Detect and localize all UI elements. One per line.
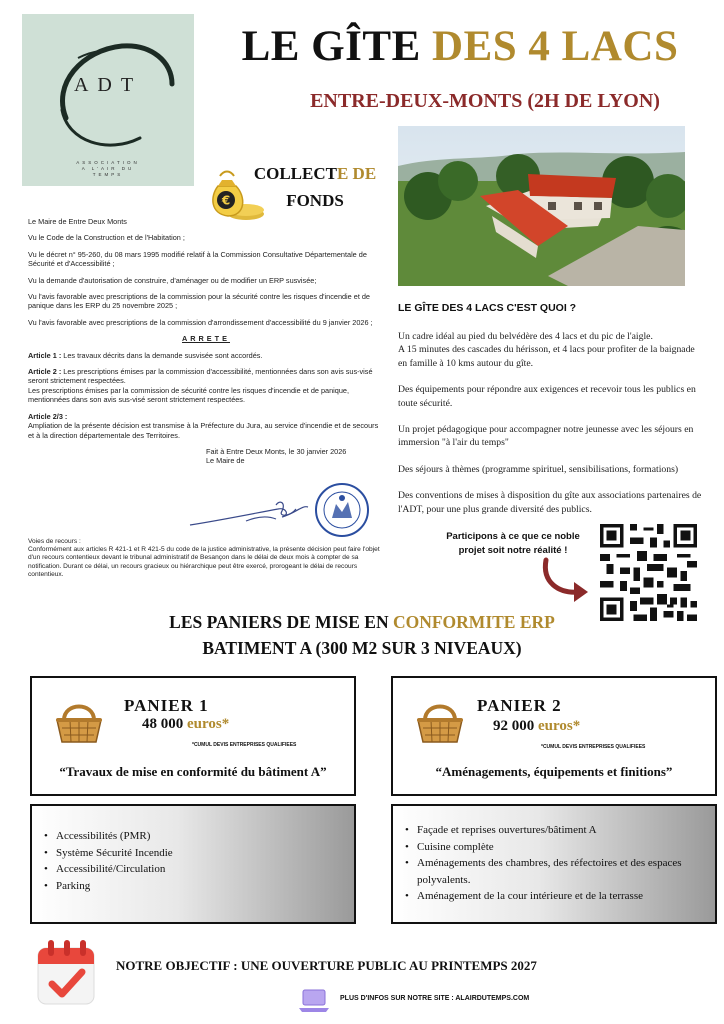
basket-icon — [415, 698, 465, 748]
panier-2-note: *CUMUL DEVIS ENTREPRISES QUALIFIEES — [541, 744, 646, 750]
panier-1-list — [30, 804, 356, 924]
decree-signature-block: Fait à Entre Deux Monts, le 30 janvier 2026 Le Maire de — [206, 446, 347, 466]
panier-1-card — [30, 676, 356, 796]
page-title: LE GÎTE DES 4 LACS — [241, 23, 679, 70]
panier-2-list — [391, 804, 717, 924]
signature-icon — [186, 495, 316, 531]
panier-2-name: PANIER 2 — [477, 696, 562, 715]
panier-1-name: PANIER 1 — [124, 696, 209, 715]
decree-arrete: ARRETE — [182, 334, 230, 344]
article-3: Article 2/3 : Ampliation de la présente décision est transmise à la Préfecture du Jura, au service d'incendie et de secours et à la direction départementale des Territoires. — [28, 411, 379, 440]
list-item: • Accessibilité/Circulation — [44, 861, 173, 878]
paniers-title: LES PANIERS DE MISE EN CONFORMITE ERP — [169, 612, 555, 632]
decree-mayor: Le Maire de Entre Deux Monts — [28, 217, 127, 226]
panier-2-card — [391, 676, 717, 796]
about-title: LE GÎTE DES 4 LACS C'EST QUOI ? — [398, 302, 577, 314]
list-item: • Cuisine complète — [405, 839, 695, 856]
article-2: Article 2 : Les prescriptions émises par la commission d'accessibilité, mentionnées dans son avis sus-visé seront strictement respectées. Les prescriptions émises par la commission de sécurité contre les risques d'incendie et de panique, mentionnées dans son avis sus-visé seront strictement respectées. — [28, 367, 373, 405]
list-item: • Système Sécurité Incendie — [44, 845, 173, 862]
laptop-icon — [298, 988, 330, 1014]
list-item: • Façade et reprises ouvertures/bâtiment A — [405, 822, 695, 839]
cta-text: Participons à ce que ce noble projet soit notre réalité ! — [446, 531, 580, 556]
list-item: • Aménagements des chambres, des réfectoires et des espaces polyvalents. — [405, 855, 695, 888]
panier-1-price: 48 000 euros* — [142, 716, 230, 732]
gite-photo — [398, 126, 685, 286]
list-item: • Aménagement de la cour intérieure et de la terrasse — [405, 888, 695, 905]
decree-text: Le Maire de Entre Deux Monts Vu le Code de la Construction et de l'Habitation ; Vu le décret n° 95-260, du 08 mars 1995 modifié relatif à la Commission Consultative Départementale de Sécurité et d'Accessibilité ; Vu la demande d'autorisation de construire, d'aménager ou de modifier un ERP susvisée; Vu l'avis favorable avec prescriptions de la commission pour la sécurité contre les risques d'incendie et de panique dans les ERP du 25 novembre 2025 ; Vu l'avis favorable avec prescriptions de la commission d'arrondissement d'accessibilité du 9 janvier 2026 ; ARRETE Article 1 : Les travaux décrits dans la demande susvisée sont accordés. Article 2 : Les prescriptions émises par la commission d'accessibilité, mentionnées dans son avis sus-visé seront strictement respectées. Les prescriptions émises par la commission de sécurité contre les risques d'incendie et de panique, mentionnées dans son avis sus-visé seront strictement respectées. Article 2/3 : Ampliation de la présente décision est transmise à la Préfecture du Jura, au service d'incendie et de secours et à la direction départementale des Territoires. Fait à Entre Deux Monts, le 30 janvier 2026 Le Maire de — [28, 217, 384, 466]
collecte-title: COLLECTE DE FONDS — [253, 164, 377, 210]
objectif-text: NOTRE OBJECTIF : UNE OUVERTURE PUBLIC AU PRINTEMPS 2027 — [116, 958, 537, 973]
logo-subtitle: ASSOCIATION A L'AIR DU TEMPS — [76, 160, 140, 177]
page-subtitle: ENTRE-DEUX-MONTS (2H DE LYON) — [310, 90, 660, 112]
curved-arrow-icon — [538, 556, 594, 604]
panier-2-desc: “Aménagements, équipements et finitions” — [435, 764, 673, 779]
about-text: Un cadre idéal au pied du belvédère des 4 lacs et du pic de l'aigle. A 15 minutes des cascades du hérisson, et 4 lacs pour profiter de la baignade en famille à 10 kms autour du gîte. Des équipements pour répondre aux exigences et recevoir tous les publics en toute sécurité. Un projet pédagogique pour accompagner notre jeunesse avec les séjours en immersion "à l'air du temps" Des séjours à thèmes (programme spirituel, sensibilisations, formations) Des conventions de mises à disposition du gîte aux associations partenaires de l'ADT, pour une plus grande diversité des publics. — [398, 331, 702, 515]
logo-title: ADT — [73, 74, 143, 96]
svg-text:€: € — [221, 193, 231, 208]
site-link[interactable]: PLUS D'INFOS SUR NOTRE SITE : ALAIRDUTEMPS.COM — [340, 995, 530, 1002]
basket-icon — [54, 698, 104, 748]
list-item: • Parking — [44, 878, 173, 895]
article-1: Article 1 : Les travaux décrits dans la demande susvisée sont accordés. — [28, 350, 263, 360]
panier-2-price: 92 000 euros* — [493, 718, 581, 734]
mairie-stamp-icon — [314, 482, 370, 538]
batiment-title: BATIMENT A (300 M2 SUR 3 NIVEAUX) — [202, 638, 522, 658]
voies-de-recours: Voies de recours : Conformément aux articles R 421-1 et R 421-5 du code de la justice administrative, la présente décision peut faire l'objet d'un recours contentieux devant le tribunal administratif de Besançon dans le délai de deux mois à compter de sa notification. Durant ce délai, un recours gracieux ou hiérarchique peut être exercé, prorogeant le délai de recours contentieux. — [28, 538, 380, 578]
panier-1-desc: “Travaux de mise en conformité du bâtiment A” — [59, 764, 327, 779]
adt-logo — [22, 14, 194, 186]
panier-1-note: *CUMUL DEVIS ENTREPRISES QUALIFIEES — [192, 742, 297, 748]
calendar-check-icon — [34, 936, 98, 1008]
list-item: • Accessibilités (PMR) — [44, 828, 173, 845]
qr-code[interactable] — [600, 524, 697, 621]
